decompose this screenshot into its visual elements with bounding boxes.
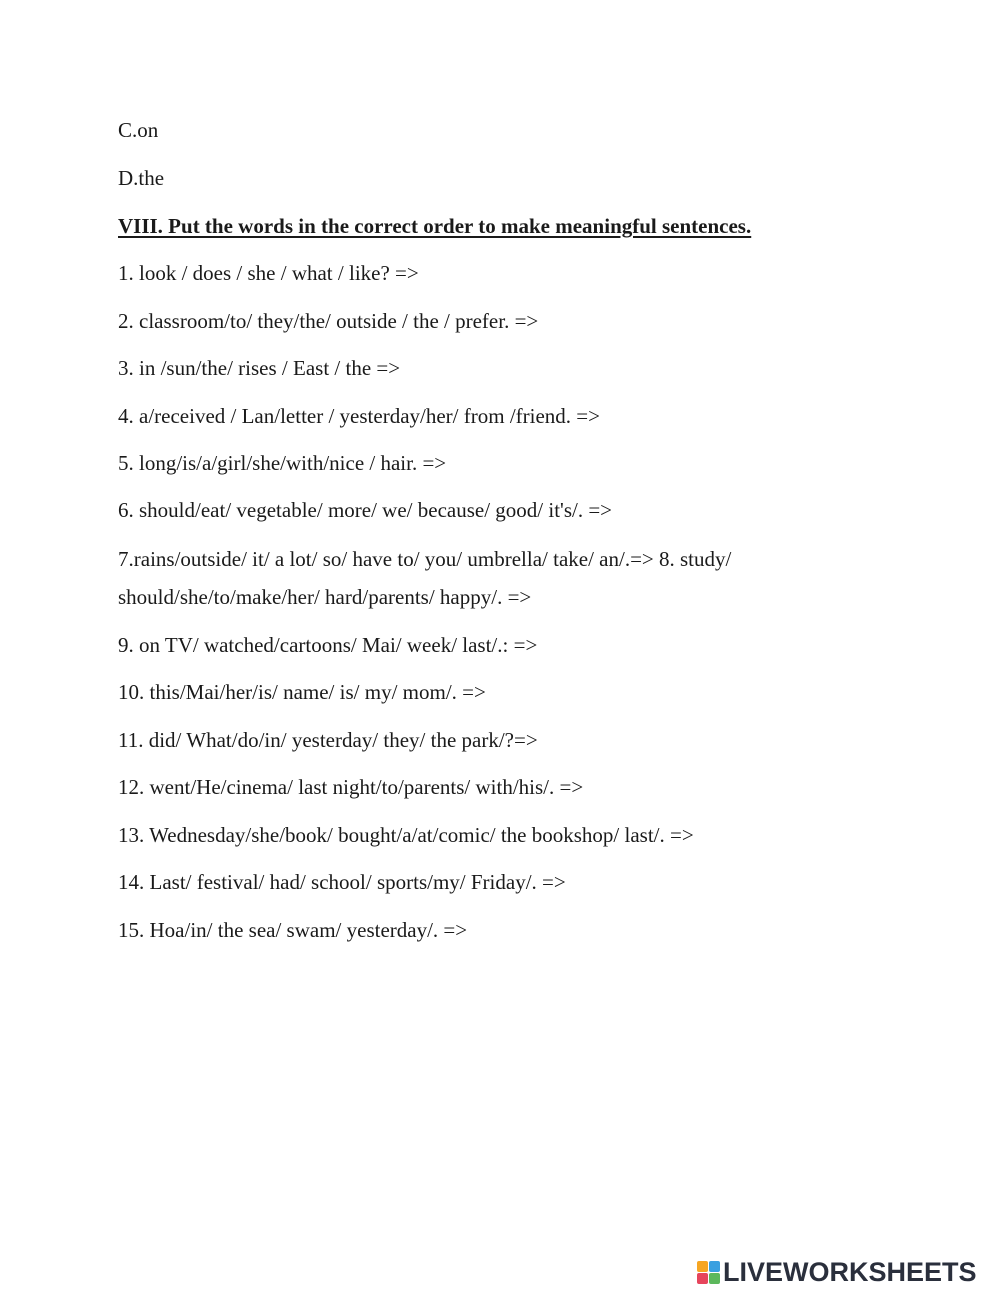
logo-tile-i [709,1261,720,1272]
logo-tile-e [709,1273,720,1284]
exercise-item-1: 1. look / does / she / what / like? => [118,261,419,285]
option-d: D.the [118,166,165,190]
logo-wordmark: LIVEWORKSHEETS [723,1256,977,1287]
option-c: C.on [118,118,159,142]
logo-mark-icon [697,1261,720,1284]
exercise-item-13: 13. Wednesday/she/book/ bought/a/at/comic/ the bookshop/ last/. => [118,823,694,847]
exercise-item-12: 12. went/He/cinema/ last night/to/parents/ with/his/. => [118,775,584,799]
exercise-item-2: 2. classroom/to/ they/the/ outside / the / prefer. => [118,309,539,333]
exercise-item-10: 10. this/Mai/her/is/ name/ is/ my/ mom/. => [118,680,486,704]
logo-tile-l [697,1261,708,1272]
exercise-item-3: 3. in /sun/the/ rises / East / the => [118,356,401,380]
exercise-item-8-continued: should/she/to/make/her/ hard/parents/ happy/. => [118,585,532,609]
exercise-item-4: 4. a/received / Lan/letter / yesterday/her/ from /friend. => [118,404,600,428]
exercise-item-7: 7.rains/outside/ it/ a lot/ so/ have to/ you/ umbrella/ take/ an/.=> 8. study/ [118,547,732,571]
exercise-item-5: 5. long/is/a/girl/she/with/nice / hair. => [118,451,447,475]
logo-tile-v [697,1273,708,1284]
exercise-item-15: 15. Hoa/in/ the sea/ swam/ yesterday/. => [118,918,468,942]
exercise-item-6: 6. should/eat/ vegetable/ more/ we/ because/ good/ it's/. => [118,498,613,522]
exercise-item-9: 9. on TV/ watched/cartoons/ Mai/ week/ last/.: => [118,633,538,657]
section-heading: VIII. Put the words in the correct order to make meaningful sentences. [118,214,752,238]
liveworksheets-logo [697,1257,977,1287]
exercise-item-14: 14. Last/ festival/ had/ school/ sports/my/ Friday/. => [118,870,566,894]
exercise-item-11: 11. did/ What/do/in/ yesterday/ they/ the park/?=> [118,728,538,752]
